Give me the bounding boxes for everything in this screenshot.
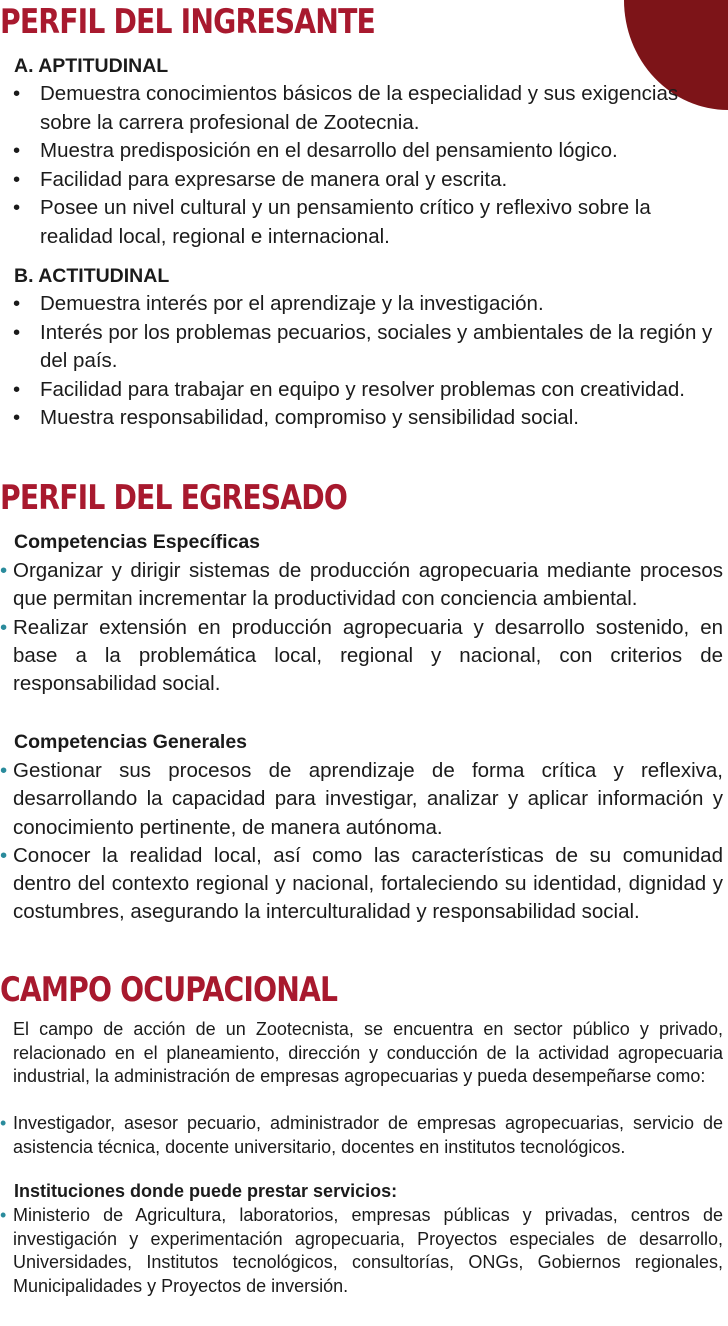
actitudinal-list: [0, 290, 722, 433]
aptitudinal-list: [0, 80, 722, 251]
list-item: • Facilidad para trabajar en equipo y resolver problemas con creatividad.: [0, 376, 722, 405]
bullet-icon: •: [13, 139, 21, 162]
bullet-icon: •: [13, 292, 21, 315]
ingresante-title: PERFIL DEL INGRESANTE: [0, 2, 375, 42]
list-item: • Conocer la realidad local, así como las características de su comunidad dentro del contexto regional y nacional, fortaleciendo su identidad, dignidad y costumbres, asegurando la interculturalidad y responsabilidad social.: [0, 843, 723, 924]
list-item: • Facilidad para expresarse de manera oral y escrita.: [0, 166, 722, 195]
instituciones-heading: Instituciones donde puede prestar servicios:: [14, 1181, 398, 1201]
especificas-heading: Competencias Específicas: [14, 531, 261, 553]
generales-heading: Competencias Generales: [14, 731, 248, 753]
list-item: • Ministerio de Agricultura, laboratorios, empresas públicas y privadas, centros de investigación y experimentación agropecuaria, Proyectos especiales de desarrollo, Universidades, Institutos tecnológicos, consultorías, ONGs, Gobiernos regionales, Municipalidades y Proyectos de inversión.: [0, 1205, 723, 1296]
list-item: • Interés por los problemas pecuarios, sociales y ambientales de la región y del país.: [13, 320, 713, 372]
aptitudinal-heading: A. APTITUDINAL: [14, 55, 169, 77]
bullet-icon: •: [0, 759, 8, 782]
campo-intro: El campo de acción de un Zootecnista, se encuentra en sector público y privado, relacionado en el planeamiento, dirección y conducción de la actividad agropecuaria industrial, la administración de empresas agropecuarias y pueda desempeñarse como:: [13, 1019, 723, 1086]
list-item: • Investigador, asesor pecuario, administrador de empresas agropecuarias, servicio de asistencia técnica, docente universitario, docentes en institutos tecnológicos.: [0, 1113, 723, 1157]
bullet-icon: •: [13, 377, 21, 401]
bullet-icon: •: [13, 320, 21, 344]
generales-list: [0, 757, 723, 927]
bullet-icon: •: [13, 406, 21, 429]
list-item: • Muestra predisposición en el desarrollo del pensamiento lógico.: [0, 137, 722, 166]
list-item: • Muestra responsabilidad, compromiso y sensibilidad social.: [0, 404, 722, 433]
bullet-icon: •: [13, 167, 21, 191]
actitudinal-heading: B. ACTITUDINAL: [14, 265, 170, 287]
list-item: • Organizar y dirigir sistemas de producción agropecuaria mediante procesos que permitan incrementar la productividad con conciencia ambiental.: [0, 559, 723, 611]
bullet-icon: •: [13, 196, 21, 219]
especificas-list: [0, 557, 723, 698]
campo-title: CAMPO OCUPACIONAL: [0, 970, 338, 1010]
roles-list: [0, 1112, 723, 1159]
list-item: • Demuestra interés por el aprendizaje y la investigación.: [0, 290, 722, 319]
bullet-icon: •: [0, 615, 8, 639]
list-item: • Realizar extensión en producción agropecuaria y desarrollo sostenido, en base a la problemática local, regional y nacional, con criterios de responsabilidad social.: [0, 615, 723, 696]
list-item: • Gestionar sus procesos de aprendizaje de forma crítica y reflexiva, desarrollando la capacidad para investigar, analizar y aplicar información y conocimiento pertinente, de manera autónoma.: [0, 759, 723, 839]
bullet-icon: •: [13, 82, 21, 105]
list-item: • Posee un nivel cultural y un pensamiento crítico y reflexivo sobre la realidad local, regional e internacional.: [13, 196, 651, 248]
instituciones-list: [0, 1204, 723, 1298]
list-item: • Demuestra conocimientos básicos de la especialidad y sus exigencias sobre la carrera profesional de Zootecnia.: [13, 82, 679, 134]
egresado-title: PERFIL DEL EGRESADO: [0, 478, 348, 518]
bullet-icon: •: [0, 559, 8, 582]
bullet-icon: •: [0, 843, 8, 867]
bullet-icon: •: [0, 1205, 7, 1225]
bullet-icon: •: [0, 1113, 7, 1133]
